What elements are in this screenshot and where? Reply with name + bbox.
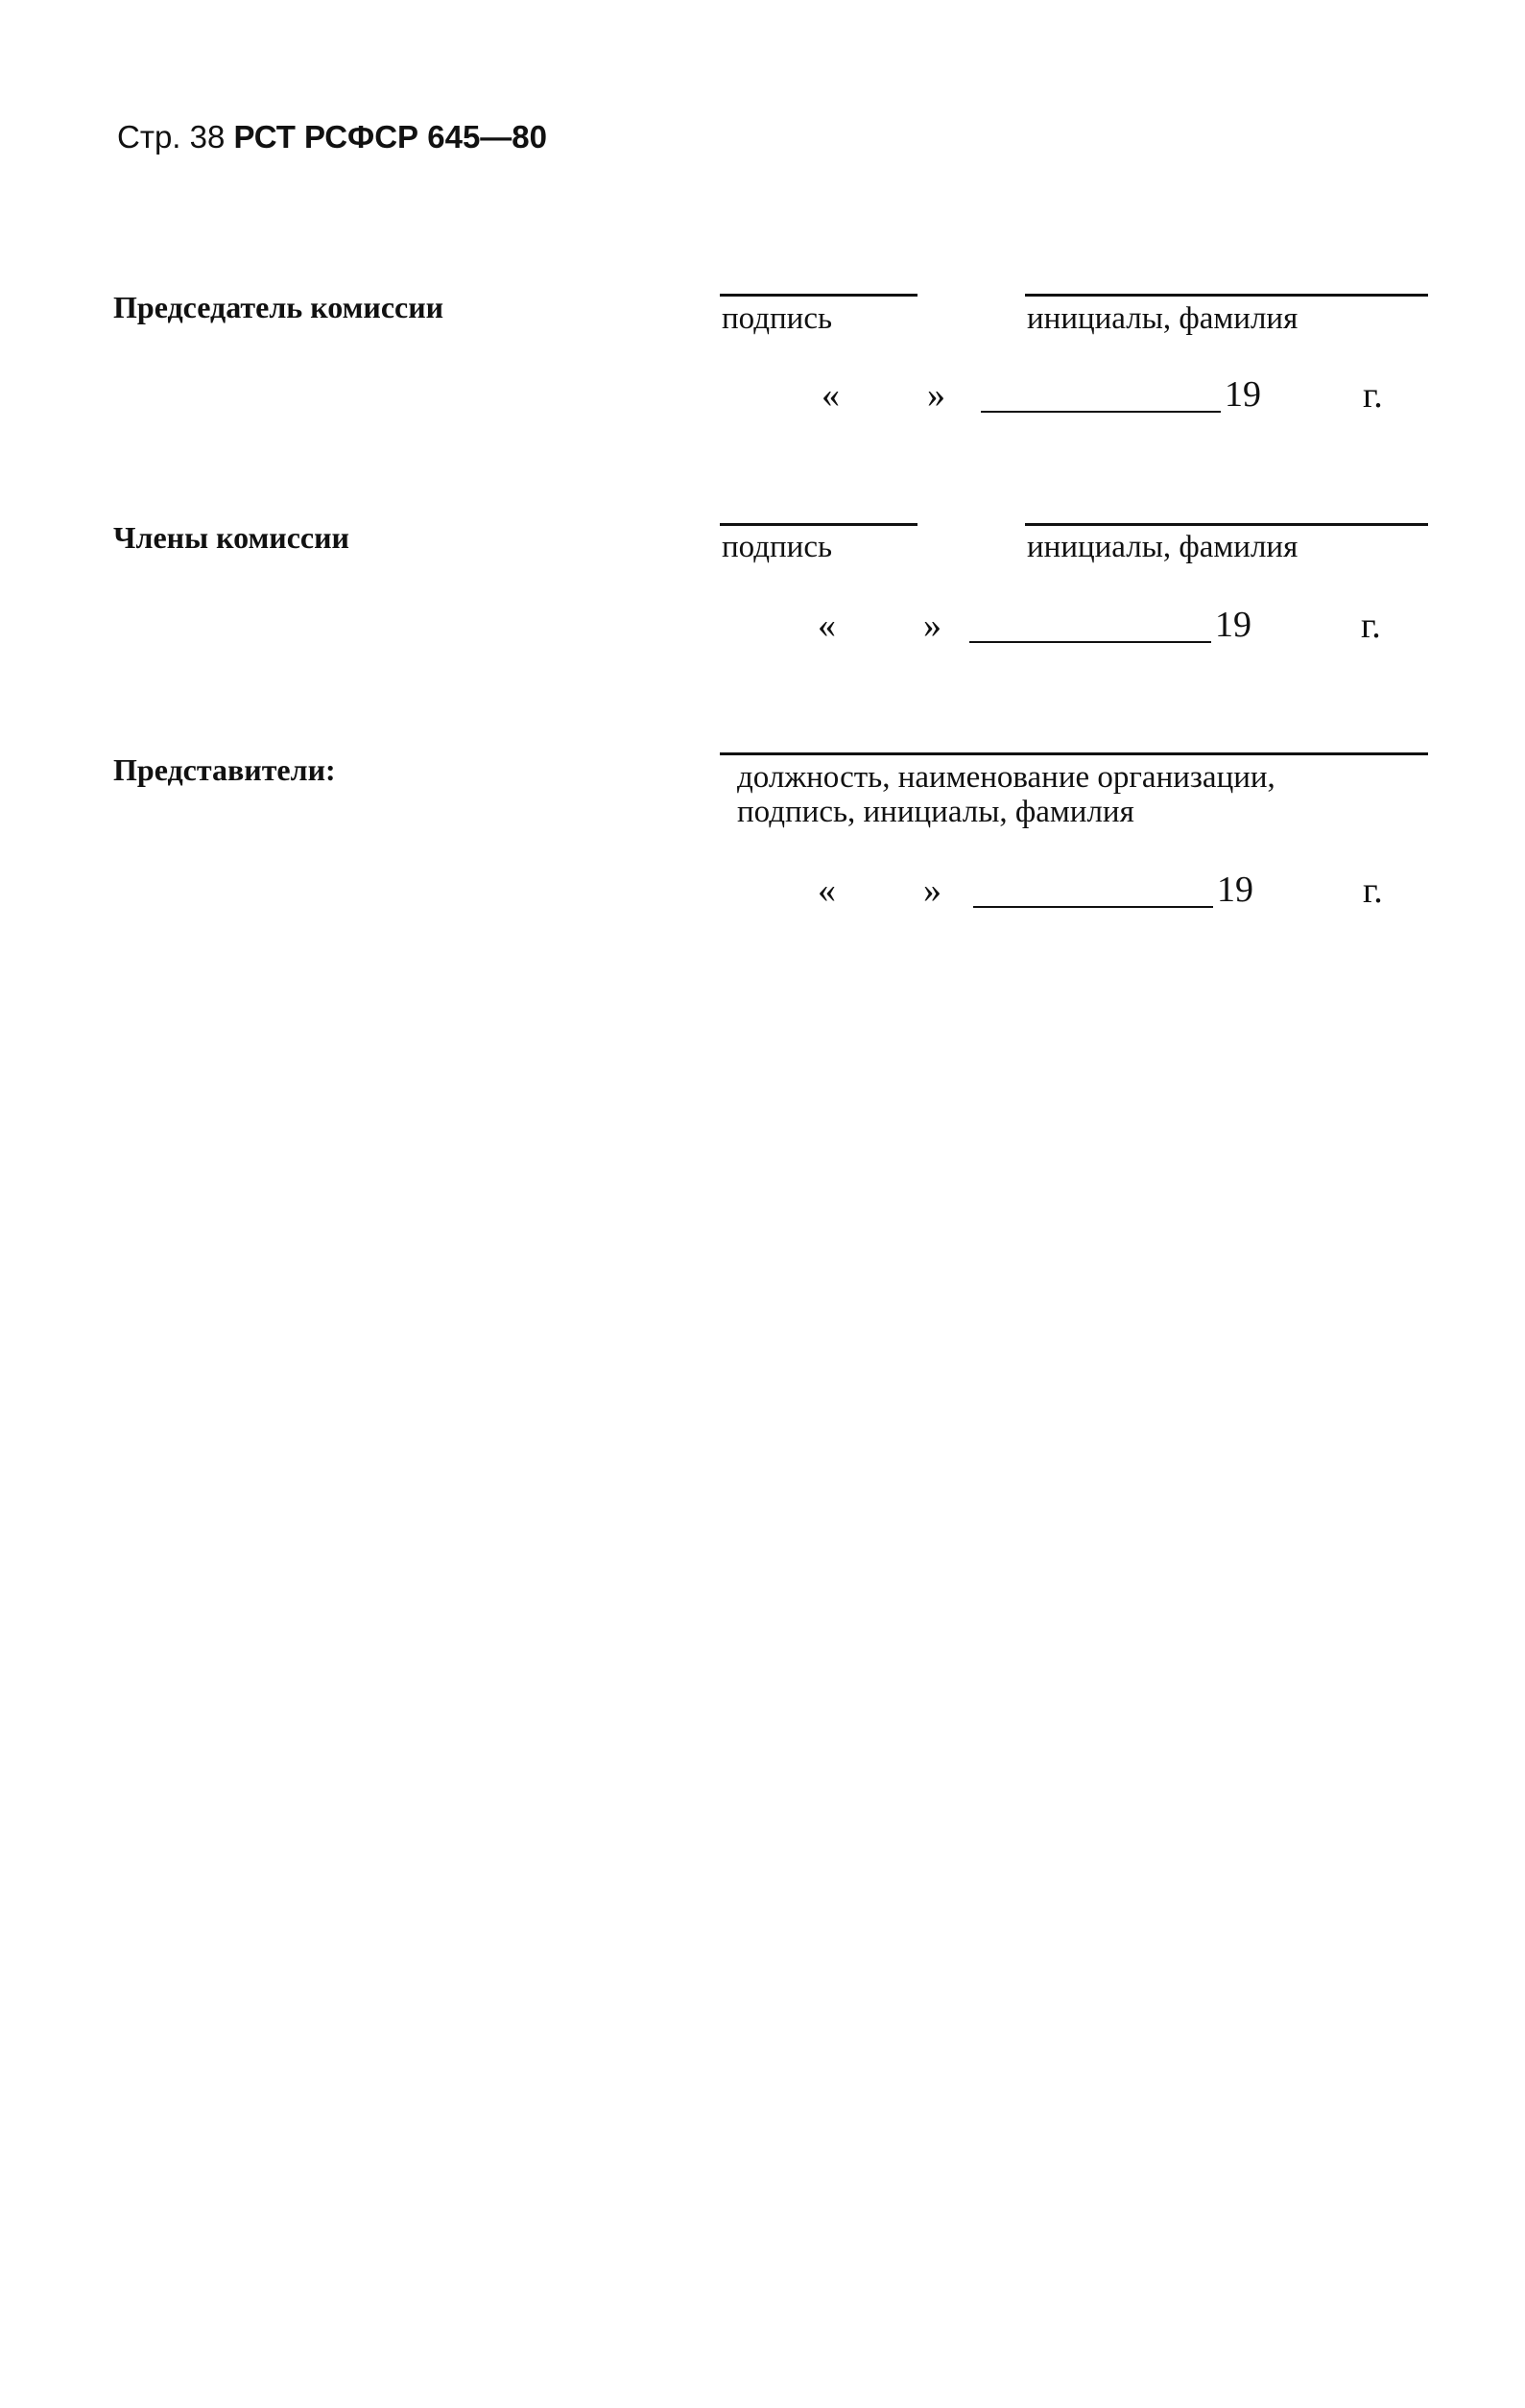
representatives-date-year: 19 [1217,870,1253,910]
members-role-label: Члены комиссии [113,520,349,555]
members-date-month-line[interactable] [969,641,1211,643]
chairman-role-label: Председатель комиссии [113,290,444,324]
chairman-name-line[interactable] [1025,294,1428,297]
members-name-caption: инициалы, фамилия [1027,530,1299,564]
chairman-date-open-quote: « [822,375,840,416]
representatives-signature-line[interactable] [720,752,1428,755]
chairman-signature-caption: подпись [722,301,833,336]
members-signature-line[interactable] [720,523,917,526]
representatives-caption-line2: подпись, инициалы, фамилия [737,795,1134,829]
page-number: Стр. 38 [117,119,226,155]
chairman-date-close-quote: » [927,375,945,416]
chairman-date-year: 19 [1225,374,1261,415]
representatives-date-close-quote: » [923,870,941,911]
page-header [117,119,547,155]
members-date-close-quote: » [923,606,941,646]
representatives-caption-line1: должность, наименование организации, [737,760,1275,795]
chairman-date-month-line[interactable] [981,411,1221,413]
representatives-date-suffix: г. [1363,870,1383,911]
members-date-year: 19 [1215,605,1251,645]
representatives-date-month-line[interactable] [973,906,1213,908]
representatives-role-label: Представители: [113,752,336,787]
representatives-date-open-quote: « [818,870,836,911]
chairman-name-caption: инициалы, фамилия [1027,301,1299,336]
members-name-line[interactable] [1025,523,1428,526]
members-signature-caption: подпись [722,530,833,564]
chairman-signature-line[interactable] [720,294,917,297]
chairman-date-suffix: г. [1363,375,1383,416]
members-date-open-quote: « [818,606,836,646]
members-date-suffix: г. [1361,606,1381,646]
standard-code: РСТ РСФСР 645—80 [233,119,548,155]
